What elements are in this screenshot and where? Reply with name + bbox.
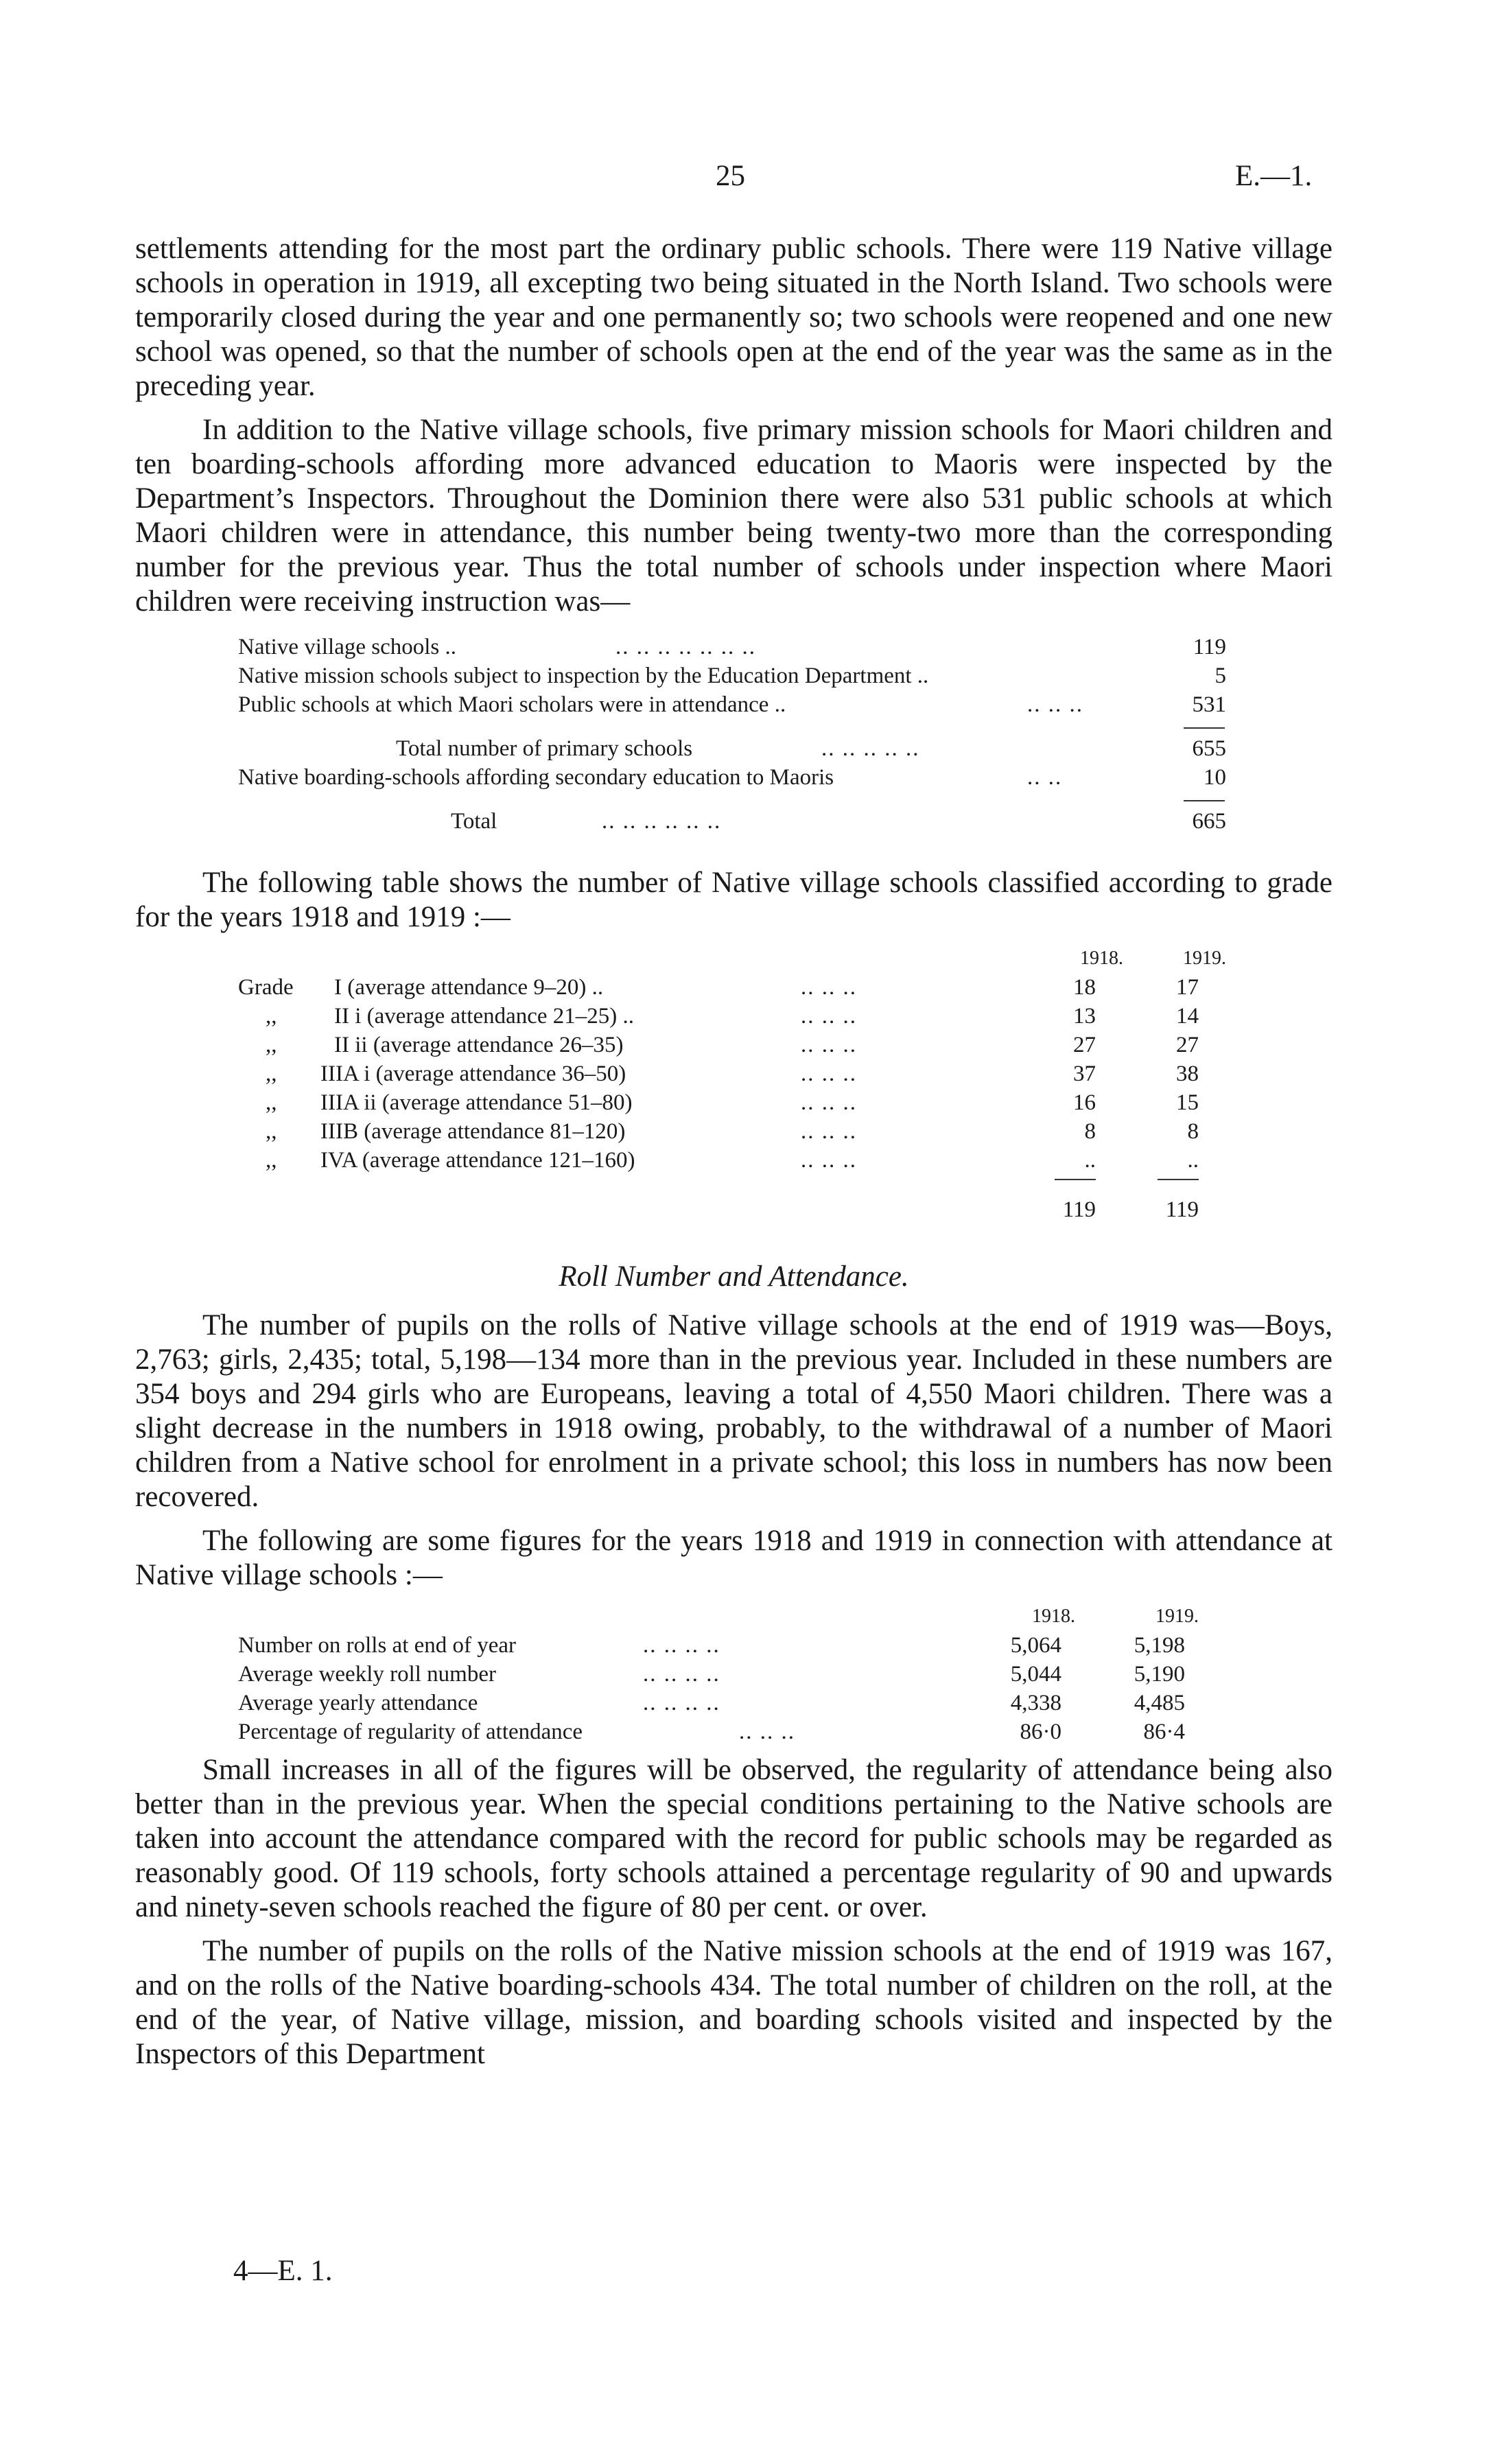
value-1919: 5,198 xyxy=(1134,1633,1185,1658)
value-1918: 8 xyxy=(1084,1119,1096,1144)
table-row xyxy=(135,1088,1332,1117)
row-label: IVA (average attendance 121–160) xyxy=(320,1148,635,1173)
section-heading: Roll Number and Attendance. xyxy=(559,1260,909,1293)
row-label: Total number of primary schools xyxy=(396,736,693,761)
table-row xyxy=(135,1689,1332,1717)
table-row xyxy=(135,1031,1332,1059)
value-1919: 38 xyxy=(1176,1061,1199,1086)
value-1918: 5,064 xyxy=(1010,1633,1061,1658)
leader-dots: .. .. .. xyxy=(801,1004,857,1029)
value-1918: 37 xyxy=(1073,1061,1096,1086)
paragraph-2: In addition to the Native village schools, five primary mission schools for Maori children and ten boarding-schools affording more advanced education to Maoris were inspected by the Department’s Inspectors. Throughout the Dominion there were also 531 public schools at which Maori children were in attendance, this number being twenty-two more than the corresponding number for the previous year. Thus the total number of schools under inspection where Maori children were receiving instruction was— xyxy=(135,414,1332,618)
value-1918: 13 xyxy=(1073,1004,1096,1029)
leader-dots: .. .. .. xyxy=(801,1033,857,1057)
value-1919: 27 xyxy=(1176,1033,1199,1057)
grade-prefix: Grade xyxy=(238,975,294,1000)
row-value: 655 xyxy=(1192,736,1226,761)
value-1918: 4,338 xyxy=(1010,1691,1061,1715)
grade-prefix: ,, xyxy=(266,1004,277,1029)
table-row xyxy=(135,973,1332,1002)
signature-mark: 4—E. 1. xyxy=(233,2255,333,2287)
value-1918: 5,044 xyxy=(1010,1662,1061,1687)
table-row xyxy=(135,1059,1332,1088)
sum-rule xyxy=(1158,1179,1199,1180)
leader-dots: .. .. .. xyxy=(1027,692,1083,717)
value-1919: 17 xyxy=(1176,975,1199,1000)
table-row xyxy=(135,763,1332,792)
row-label: Native mission schools subject to inspection by the Education Department .. xyxy=(238,664,929,688)
leader-dots: .. .. .. .. xyxy=(643,1633,720,1658)
grade-prefix: ,, xyxy=(266,1061,277,1086)
table-row xyxy=(135,661,1332,690)
leader-dots: .. .. .. xyxy=(739,1720,795,1744)
total-1919: 119 xyxy=(1165,1197,1199,1222)
table-header-row xyxy=(135,944,1332,973)
sum-rule xyxy=(1184,800,1225,801)
schools-table xyxy=(135,633,1332,866)
total-1918: 119 xyxy=(1062,1197,1096,1222)
leader-dots: .. .. .. .. xyxy=(643,1691,720,1715)
value-1918: 16 xyxy=(1073,1090,1096,1115)
row-label: Total xyxy=(451,809,497,834)
page-header xyxy=(0,159,1491,200)
table-total-row xyxy=(135,1195,1332,1224)
row-label: II ii (average attendance 26–35) xyxy=(334,1033,624,1057)
table-row xyxy=(135,633,1332,661)
row-label: Native village schools .. xyxy=(238,635,457,659)
grade-table xyxy=(135,944,1332,1239)
paragraph-4: The number of pupils on the rolls of Native village schools at the end of 1919 was—Boys, 2,763; girls, 2,435; total, 5,198—134 more than in the previous year. Included in these numbers are 354 boys and 294 girls who are Europeans, leaving a total of 4,550 Maori children. There was a slight decrease in the numbers in 1918 owing, probably, to the withdrawal of a number of Maori children from a Native school for enrolment in a private school; this loss in numbers has now been recovered. xyxy=(135,1309,1332,1513)
row-value: 531 xyxy=(1192,692,1226,717)
leader-dots: .. .. .. .. .. xyxy=(821,736,920,761)
leader-dots: .. .. .. .. xyxy=(643,1662,720,1687)
table-row xyxy=(135,690,1332,719)
value-1918: .. xyxy=(1084,1148,1096,1173)
value-1919: 8 xyxy=(1187,1119,1199,1144)
table-row xyxy=(135,1717,1332,1746)
leader-dots: .. .. .. .. .. .. xyxy=(602,809,722,834)
leader-dots: .. .. .. xyxy=(801,975,857,1000)
value-1919: .. xyxy=(1187,1148,1199,1173)
grade-prefix: ,, xyxy=(266,1148,277,1173)
value-1918: 86·0 xyxy=(1020,1720,1061,1744)
row-label: Percentage of regularity of attendance xyxy=(238,1720,583,1744)
column-header-1918: 1918. xyxy=(1080,948,1123,969)
page-content xyxy=(135,232,1332,2072)
row-label: Public schools at which Maori scholars were in attendance .. xyxy=(238,692,786,717)
value-1919: 4,485 xyxy=(1134,1691,1185,1715)
row-label: Average yearly attendance xyxy=(238,1691,478,1715)
value-1918: 27 xyxy=(1073,1033,1096,1057)
leader-dots: .. .. .. .. .. .. .. xyxy=(615,635,756,659)
column-header-1919: 1919. xyxy=(1155,1606,1199,1627)
value-1919: 5,190 xyxy=(1134,1662,1185,1687)
leader-dots: .. .. .. xyxy=(801,1090,857,1115)
value-1919: 86·4 xyxy=(1143,1720,1185,1744)
table-row xyxy=(135,1660,1332,1689)
leader-dots: .. .. .. xyxy=(801,1148,857,1173)
table-row xyxy=(135,734,1332,763)
value-1918: 18 xyxy=(1073,975,1096,1000)
table-row xyxy=(135,1117,1332,1146)
row-label: Native boarding-schools affording secondary education to Maoris xyxy=(238,765,834,790)
row-value: 665 xyxy=(1192,809,1226,834)
row-label: Average weekly roll number xyxy=(238,1662,496,1687)
grade-prefix: ,, xyxy=(266,1033,277,1057)
row-value: 5 xyxy=(1214,664,1226,688)
paragraph-6: Small increases in all of the figures will be observed, the regularity of attendance being also better than in the previous year. When the special conditions pertaining to the Native schools are taken into account the attendance compared with the record for public schools may be regarded as reasonably good. Of 119 schools, forty schools attained a percentage regularity of 90 and upwards and ninety-seven schools reached the figure of 80 per cent. or over. xyxy=(135,1754,1332,1923)
leader-dots: .. .. xyxy=(1027,765,1063,790)
document-code: E.—1. xyxy=(1235,160,1313,192)
leader-dots: .. .. .. xyxy=(801,1061,857,1086)
table-header-row xyxy=(135,1602,1332,1631)
column-header-1919: 1919. xyxy=(1183,948,1226,969)
paragraph-3: The following table shows the number of Native village schools classified according to grade for the years 1918 and 1919 :— xyxy=(135,867,1332,933)
row-label: II i (average attendance 21–25) .. xyxy=(334,1004,635,1029)
page-number: 25 xyxy=(716,160,745,192)
row-label: Number on rolls at end of year xyxy=(238,1633,517,1658)
sum-rule xyxy=(1184,727,1225,729)
row-value: 119 xyxy=(1193,635,1226,659)
row-label: IIIB (average attendance 81–120) xyxy=(320,1119,626,1144)
leader-dots: .. .. .. xyxy=(801,1119,857,1144)
table-row xyxy=(135,807,1332,836)
paragraph-5: The following are some figures for the years 1918 and 1919 in connection with attendance at Native village schools :— xyxy=(135,1525,1332,1591)
row-label: I (average attendance 9–20) .. xyxy=(334,975,604,1000)
sum-rule xyxy=(1055,1179,1096,1180)
row-label: IIIA ii (average attendance 51–80) xyxy=(320,1090,633,1115)
column-header-1918: 1918. xyxy=(1032,1606,1075,1627)
grade-prefix: ,, xyxy=(266,1090,277,1115)
value-1919: 15 xyxy=(1176,1090,1199,1115)
table-row xyxy=(135,1631,1332,1660)
grade-prefix: ,, xyxy=(266,1119,277,1144)
attendance-table xyxy=(135,1602,1332,1753)
table-row xyxy=(135,1002,1332,1031)
value-1919: 14 xyxy=(1176,1004,1199,1029)
paragraph-7: The number of pupils on the rolls of the Native mission schools at the end of 1919 was 167, and on the rolls of the Native boarding-schools 434. The total number of children on the roll, at the end of the year, of Native village, mission, and boarding schools visited and inspected by the Inspectors of this Department xyxy=(135,1935,1332,2070)
table-row xyxy=(135,1146,1332,1175)
row-label: IIIA i (average attendance 36–50) xyxy=(320,1061,626,1086)
row-value: 10 xyxy=(1204,765,1226,790)
paragraph-1: settlements attending for the most part the ordinary public schools. There were 119 Native village schools in operation in 1919, all excepting two being situated in the North Island. Two schools were temporarily closed during the year and one permanently so; two schools were reopened and one new school was opened, so that the number of schools open at the end of the year was the same as in the preceding year. xyxy=(135,233,1332,402)
